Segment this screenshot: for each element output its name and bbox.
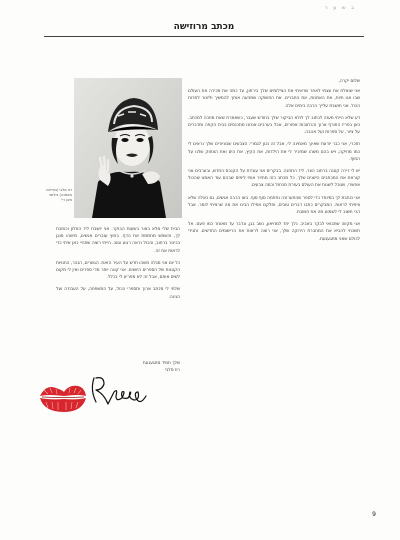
- paragraph: הבית שלי מלא באור בשעות הבוקר. אני יושבת ליד החלון וכותבת לך, והשמש מחממת את הדף. בחוץ עוברים אנשים, מישהו מנגן בכינור ברחוב, והכול נראה רגוע וטוב. הייתי רוצה שתהיי כאן איתי כדי לראות את זה.: [56, 227, 180, 254]
- paragraph: תזכרי, אני כבר יודעת שאינך מאמינה לי, אבל זה נכון לגמרי: הצבעים שבציורים שלך נראים לי כמו מוזיקה, ויש בהם משהו שמזכיר לי את הילדות, את הקיץ, את הים ואת הצחוק שלנו על החוף.: [188, 142, 360, 162]
- title-block: [44, 22, 364, 37]
- title-rule: [44, 36, 364, 37]
- portrait-image: [74, 78, 182, 218]
- paragraph: אני מקווה שתבואי לבקר באביב. נלך יחד למוזיאון, נשב בגן, ונדבר עד מאוחר כמו פעם. אל תשכחי להביא את המחברת הירוקה שלך, אני רוצה לראות את הרישומים החדשים. ותגידי לכולם שאני מתגעגעת.: [188, 222, 360, 242]
- page-number: 9: [372, 511, 376, 518]
- closing-name: רוז סלבי: [164, 368, 180, 374]
- running-head: ב ש ע ר: [324, 5, 356, 11]
- paragraph: אני שואלת את עצמי לאחר שראיתי את הצילומים שלך בירחון, עד כמה את מכירה את העולם שבו אנו חיות, את האמנות, את החברים. את התשוקה שמניעה אותך להמשיך וליצור למרות הכול. אני חושבת עלייך הרבה בימים אלה.: [188, 89, 360, 109]
- salutation: שלום יקרה,: [338, 79, 360, 84]
- paragraph: דע שלא הייתי מעזה לכתוב לך לולא הביקור שלך בחודש שעבר, כשאמרת שאת מחכה למכתב. כאן בפריז החורף ארוך והרחובות אפורים, אבל בערבים אנחנו מתכנסים בבית הקפה ומדברים על ציור, על ספרות ועל אהבה.: [188, 115, 360, 136]
- closing-line: שלך תמיד מתגעגעת: [142, 361, 180, 366]
- photo-caption: רוז סלבי (בצילום מאמנה) צילום: מאן ריי: [46, 188, 72, 202]
- portrait-photo: [74, 78, 182, 218]
- paragraph: יש לי דירה קטנה ברחוב הצר, ליד התחנה. בבקרים אני עובדת על הקנבס החדש, ובערבים אני קוראת את המכתבים הישנים שלך. כל מכתב כזה מחזיר אותי לימים שבהם עוד האמנו שהכול אפשרי, שנוכל לשנות את העולם בעזרת מכחול וכמה צבעים.: [188, 169, 360, 189]
- left-text-column: [56, 226, 180, 306]
- paragraph: שלחי לי מכתב ארוך ותספרי הכול, על המשפחה, על העבודה ועל הגינה.: [56, 287, 180, 300]
- lipstick-kiss-mark: [36, 378, 90, 418]
- article-title: מכתב מרוזישה: [173, 22, 235, 32]
- handwritten-signature: [86, 370, 154, 410]
- paragraph: כל יום אני מגלה משהו חדש על העיר הזאת. הגשרים, הנהר, החנויות הקטנות של הספרים הישנים. אני קונה יותר מדי ספרים ואין לי מקום לשים אותם, אבל זה לא מפריע לי בכלל.: [56, 260, 180, 281]
- right-text-column: [188, 78, 360, 248]
- paragraph: אני כותבת לך במיוחד כדי לספר שהתערוכה נפתחה סוף סוף. באו הרבה אנשים, גם כאלה שלא ציפיתי לראות. המבקרים כתבו דברים טובים, וחלקם אפילו הבינו את מה שרציתי לומר. אבל הכי חשוב לי לשמוע מה את חושבת.: [188, 195, 360, 216]
